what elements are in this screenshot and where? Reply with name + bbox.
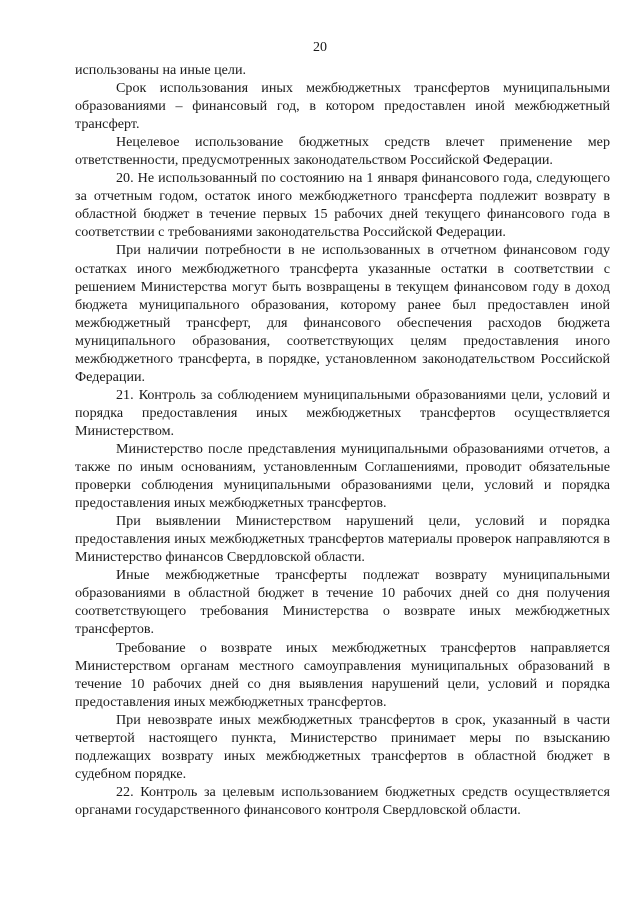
- paragraph-unused-balance-return: При наличии потребности в не использованных в отчетном финансовом году остатках иного межбюджетного трансферта указанные остатки в соответствии с решением Министерства могут быть возвращены в текущем финансовом году в доход бюджета муниципального образования, которому ранее был предоставлен иной межбюджетный трансферт, для финансового обеспечения расходов бюджета муниципального образования, соответствующих целям предоставления иного межбюджетного трансферта, в порядке, установленном законодательством Российской Федерации.: [75, 242, 610, 385]
- paragraph-return-deadline: Иные межбюджетные трансферты подлежат возврату муниципальными образованиями в областной бюджет в течение 10 рабочих дней со дня получения соответствующего требования Министерства о возврате иных межбюджетных трансфертов.: [75, 567, 610, 638]
- paragraph-violations-materials: При выявлении Министерством нарушений цели, условий и порядка предоставления иных межбюджетных трансфертов материалы проверок направляются в Министерство финансов Свердловской области.: [75, 513, 610, 566]
- page-number: 20: [313, 40, 327, 55]
- paragraph-item-20: 20. Не использованный по состоянию на 1 января финансового года, следующего за отчетным годом, остаток иного межбюджетного трансферта подлежит возврату в областной бюджет в течение первых 15 рабочих дней текущего финансового года в соответствии с требованиями законодательства Российской Федерации.: [75, 170, 610, 241]
- paragraph-transfer-usage-period: Срок использования иных межбюджетных трансфертов муниципальными образованиями – финансовый год, в котором предоставлен иной межбюджетный трансферт.: [75, 80, 610, 133]
- paragraph-ministry-inspections: Министерство после представления муниципальными образованиями отчетов, а также по иным основаниям, установленным Соглашениями, проводит обязательные проверки соблюдения муниципальными образованиями цели, условий и порядка предоставления иных межбюджетных трансфертов.: [75, 440, 610, 512]
- paragraph-return-requirement: Требование о возврате иных межбюджетных трансфертов направляется Министерством органам местного самоуправления муниципальных образований в течение 10 рабочих дней со дня выявления нарушений цели, условий и порядка предоставления иных межбюджетных трансфертов.: [75, 639, 610, 710]
- paragraph-item-21: 21. Контроль за соблюдением муниципальными образованиями цели, условий и порядка предоставления иных межбюджетных трансфертов осуществляется Министерством.: [75, 386, 610, 439]
- paragraph-misuse-liability: Нецелевое использование бюджетных средств влечет применение мер ответственности, предусмотренных законодательством Российской Федерации.: [75, 134, 610, 169]
- document-body: [75, 61, 610, 819]
- paragraph-continuation: использованы на иные цели.: [75, 62, 247, 78]
- paragraph-item-22: 22. Контроль за целевым использованием бюджетных средств осуществляется органами государственного финансового контроля Свердловской области.: [75, 783, 610, 818]
- paragraph-judicial-recovery: При невозврате иных межбюджетных трансфертов в срок, указанный в части четвертой настоящего пункта, Министерство принимает меры по взысканию подлежащих возврату иных межбюджетных трансфертов в областной бюджет в судебном порядке.: [75, 711, 610, 782]
